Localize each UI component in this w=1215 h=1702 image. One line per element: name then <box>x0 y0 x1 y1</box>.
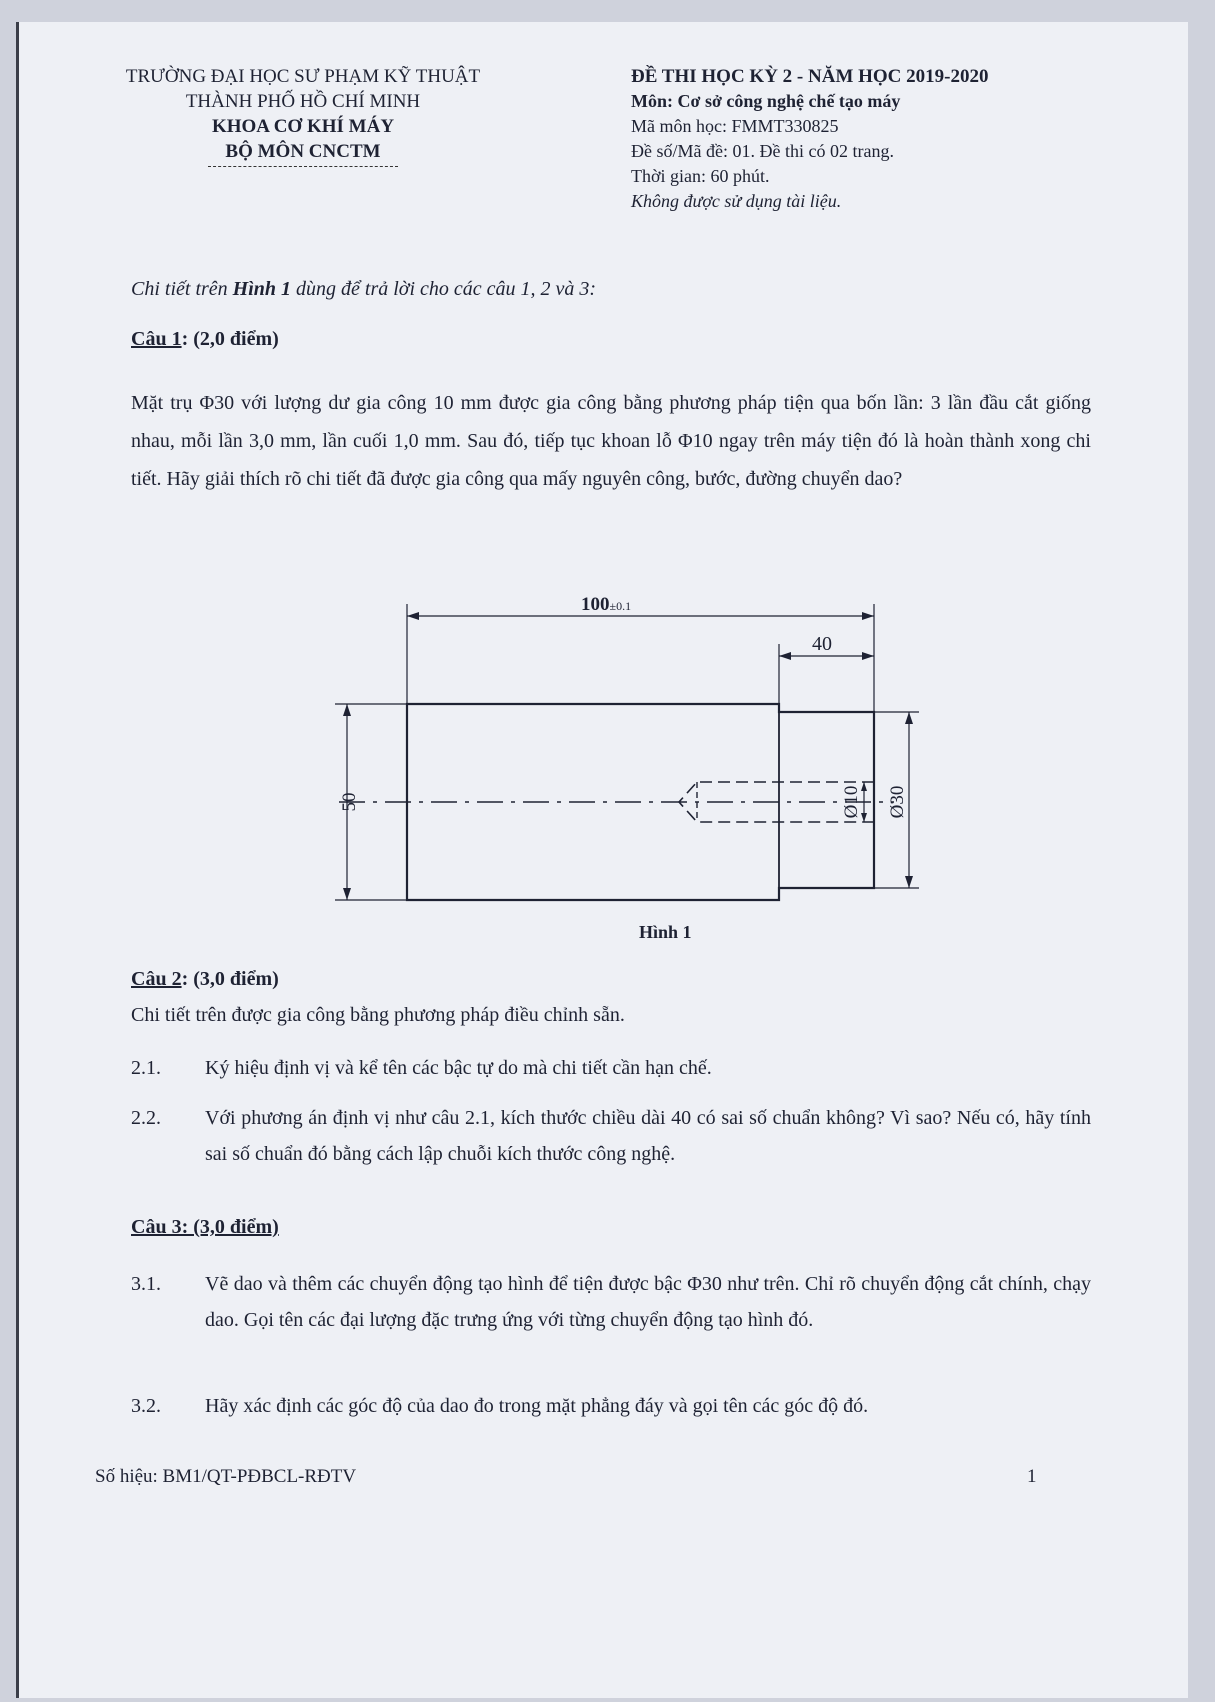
q2-heading <box>131 968 279 991</box>
dim-hole-label: Ø10 <box>841 785 862 819</box>
q3-heading <box>131 1216 279 1239</box>
q2-label: Câu 2 <box>131 968 182 990</box>
intro-figure-ref: Hình 1 <box>232 278 292 300</box>
q2-text: Chi tiết trên được gia công bằng phương pháp điều chỉnh sẵn. <box>131 1004 625 1026</box>
intro-text-post: dùng để trả lời cho các câu 1, 2 và 3: <box>291 278 597 300</box>
subject-name: Môn: Cơ sở công nghệ chế tạo máy <box>631 91 901 111</box>
q3-label: Câu 3: (3,0 điểm) <box>131 1216 279 1238</box>
dim-height-label: 50 <box>339 792 360 812</box>
dim-total-label: 100±0.1 <box>581 594 632 615</box>
figure-caption: Hình 1 <box>639 922 692 942</box>
q1-points: : (2,0 điểm) <box>181 328 279 350</box>
intro-text-pre: Chi tiết trên <box>131 278 233 300</box>
item-number: 3.1. <box>131 1273 161 1295</box>
q1-text: Mặt trụ Φ30 với lượng dư gia công 10 mm được gia công bằng phương pháp tiện qua bốn lần: 3 lần đầu cắt giống nhau, mỗi lần 3,0 mm, lần cuối 1,0 mm. Sau đó, tiếp tục khoan lỗ Φ10 ngay trên máy tiện đó là hoàn thành xong chi tiết. Hãy giải thích rõ chi tiết đã được gia công qua mấy nguyên công, bước, đường chuyển dao? <box>131 392 1091 490</box>
q3-item-2 <box>131 1388 1091 1428</box>
q2-item-2 <box>131 1100 1091 1180</box>
item-number: 2.1. <box>131 1057 161 1079</box>
subject-code: Mã môn học: FMMT330825 <box>631 116 839 136</box>
q2-points: : (3,0 điểm) <box>181 968 279 990</box>
school-header <box>103 64 503 167</box>
q1-heading <box>131 328 279 351</box>
dim-dia-label: Ø30 <box>887 785 908 819</box>
exam-number: Đề số/Mã đề: 01. Đề thi có 02 trang. <box>631 141 894 161</box>
q3-item-1 <box>131 1266 1091 1376</box>
item-number: 3.2. <box>131 1395 161 1417</box>
intro-line <box>131 278 596 301</box>
item-number: 2.2. <box>131 1107 161 1129</box>
figure-1-drawing <box>319 570 939 970</box>
exam-page <box>16 22 1188 1698</box>
exam-note: Không được sử dụng tài liệu. <box>631 191 842 211</box>
university-name: TRƯỜNG ĐẠI HỌC SƯ PHẠM KỸ THUẬT <box>125 66 481 87</box>
header-divider <box>208 166 398 167</box>
city-name: THÀNH PHỐ HỒ CHÍ MINH <box>185 91 421 112</box>
exam-duration: Thời gian: 60 phút. <box>631 166 770 186</box>
exam-title: ĐỀ THI HỌC KỲ 2 - NĂM HỌC 2019-2020 <box>631 66 989 87</box>
dim-step-label: 40 <box>812 633 832 655</box>
item-text: Với phương án định vị như câu 2.1, kích thước chiều dài 40 có sai số chuẩn không? Vì sao? Nếu có, hãy tính sai số chuẩn đó bằng cách lập chuỗi kích thước công nghệ. <box>205 1107 1091 1165</box>
exam-info <box>631 64 988 214</box>
q1-label: Câu 1 <box>131 328 182 350</box>
department-name: BỘ MÔN CNCTM <box>225 141 381 162</box>
document-code: Số hiệu: BM1/QT-PĐBCL-RĐTV <box>95 1466 357 1487</box>
q2-item-1 <box>131 1050 1091 1090</box>
item-text: Vẽ dao và thêm các chuyển động tạo hình để tiện được bậc Φ30 như trên. Chỉ rõ chuyển động cắt chính, chạy dao. Gọi tên các đại lượng đặc trưng ứng với từng chuyển động tạo hình đó. <box>205 1273 1091 1331</box>
page-number: 1 <box>1027 1466 1037 1487</box>
item-text: Ký hiệu định vị và kể tên các bậc tự do mà chi tiết cần hạn chế. <box>205 1057 712 1079</box>
faculty-name: KHOA CƠ KHÍ MÁY <box>211 116 395 137</box>
item-text: Hãy xác định các góc độ của dao đo trong mặt phẳng đáy và gọi tên các góc độ đó. <box>205 1395 869 1417</box>
